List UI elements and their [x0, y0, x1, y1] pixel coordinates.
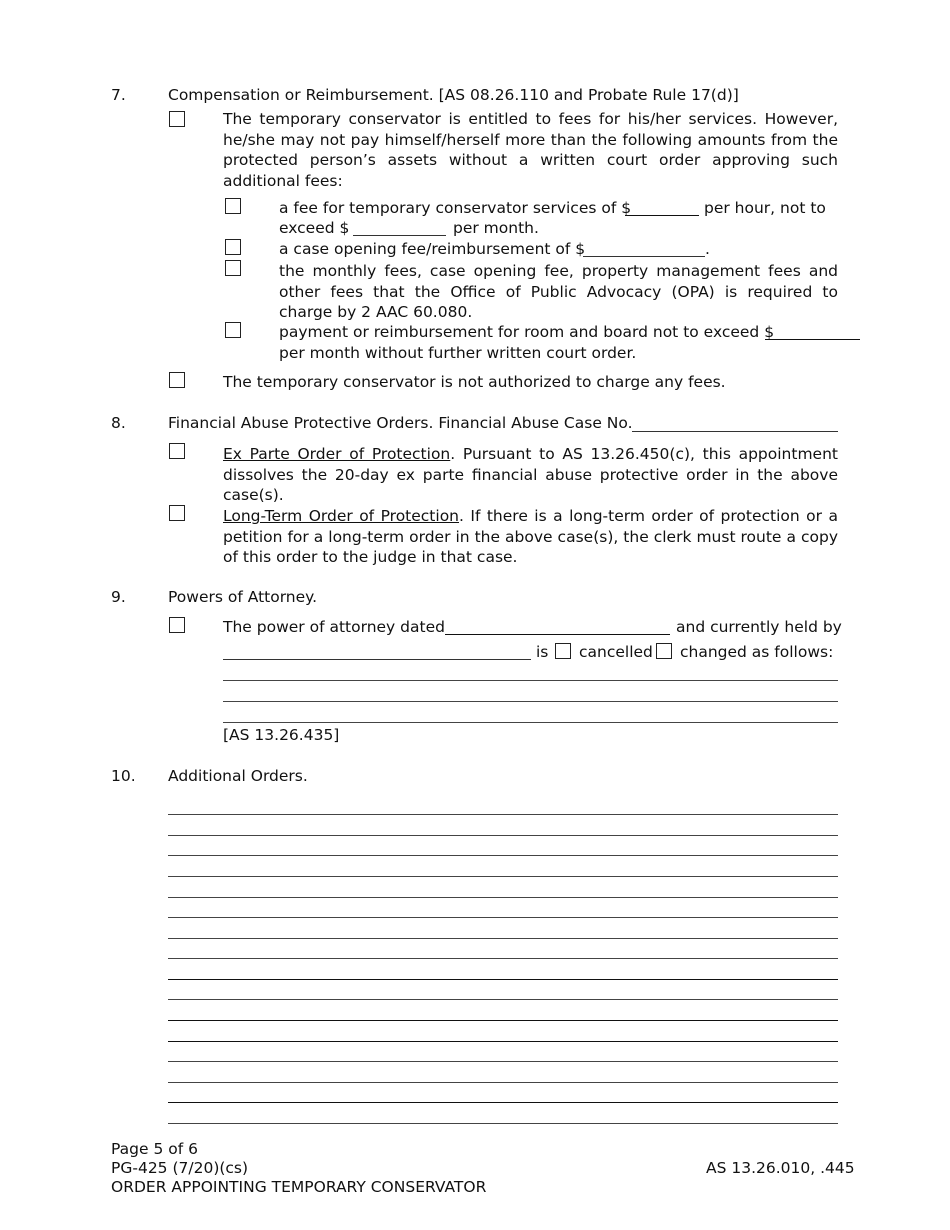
poa-changes-line-1[interactable] — [223, 680, 838, 681]
ex-parte-text: . Pursuant to AS 13.26.450(c), this appointment dissolves the 20-day ex parte financial abuse protective order in the above case(s). — [223, 445, 838, 505]
ex-parte-title: Ex Parte Order of Protection — [223, 445, 451, 463]
section-8-heading: Financial Abuse Protective Orders. Financial Abuse Case No. — [168, 414, 633, 432]
fees-entitled-text: The temporary conservator is entitled to fees for his/her services. However, he/she may not pay himself/herself more than the following amounts from the protected person’s assets without a written court order approving such additional fees: — [223, 110, 838, 190]
long-term-text: . If there is a long-term order of protection or a petition for a long-term order in the above case(s), the clerk must route a copy of this order to the judge in that case. — [223, 507, 838, 567]
opa-fees-checkbox[interactable] — [225, 260, 241, 276]
financial-abuse-case-number-field[interactable] — [632, 431, 838, 432]
case-opening-fee-amount-field[interactable] — [583, 256, 705, 257]
room-board-label-after: per month without further written court order. — [279, 344, 637, 362]
long-term-checkbox[interactable] — [169, 505, 185, 521]
section-7-number: 7. — [111, 86, 126, 104]
footer-page-number: Page 5 of 6 — [111, 1140, 198, 1158]
poa-cancelled-label: cancelled — [579, 643, 653, 661]
hourly-fee-label-after: per hour, not to — [704, 199, 826, 217]
footer-form-title: ORDER APPOINTING TEMPORARY CONSERVATOR — [111, 1178, 487, 1196]
section-7-heading: Compensation or Reimbursement. [AS 08.26.110 and Probate Rule 17(d)] — [168, 86, 739, 104]
case-opening-fee-period: . — [705, 240, 710, 258]
section-8-number: 8. — [111, 414, 126, 432]
ex-parte-paragraph — [223, 444, 838, 506]
poa-held-by-label: and currently held by — [676, 618, 842, 636]
additional-orders-line[interactable] — [168, 1041, 838, 1042]
case-opening-fee-checkbox[interactable] — [225, 239, 241, 255]
additional-orders-line[interactable] — [168, 958, 838, 959]
hourly-fee-amount-field[interactable] — [625, 215, 699, 216]
poa-changes-line-2[interactable] — [223, 701, 838, 702]
poa-changed-checkbox[interactable] — [656, 643, 672, 659]
poa-cancelled-checkbox[interactable] — [555, 643, 571, 659]
no-fees-text: The temporary conservator is not authorized to charge any fees. — [223, 373, 726, 391]
additional-orders-line[interactable] — [168, 897, 838, 898]
room-board-label: payment or reimbursement for room and board not to exceed $ — [279, 323, 775, 341]
hourly-fee-checkbox[interactable] — [225, 198, 241, 214]
poa-dated-label: The power of attorney dated — [223, 618, 445, 636]
power-of-attorney-checkbox[interactable] — [169, 617, 185, 633]
section-10-number: 10. — [111, 767, 136, 785]
poa-holder-field[interactable] — [223, 659, 531, 660]
room-board-checkbox[interactable] — [225, 322, 241, 338]
opa-fees-text: the monthly fees, case opening fee, property management fees and other fees that the Office of Public Advocacy (OPA) is required to charge by 2 AAC 60.080. — [279, 262, 838, 322]
room-board-amount-field[interactable] — [765, 339, 860, 340]
section-10-heading: Additional Orders. — [168, 767, 308, 785]
additional-orders-line[interactable] — [168, 814, 838, 815]
hourly-fee-label: a fee for temporary conservator services of $ — [279, 199, 632, 217]
poa-citation: [AS 13.26.435] — [223, 726, 340, 744]
additional-orders-line[interactable] — [168, 917, 838, 918]
poa-changes-line-3[interactable] — [223, 722, 838, 723]
footer-form-id: PG-425 (7/20)(cs) — [111, 1159, 249, 1177]
additional-orders-line[interactable] — [168, 1123, 838, 1124]
long-term-paragraph — [223, 506, 838, 568]
section-9-number: 9. — [111, 588, 126, 606]
additional-orders-line[interactable] — [168, 938, 838, 939]
poa-changed-label: changed as follows: — [680, 643, 834, 661]
additional-orders-line[interactable] — [168, 979, 838, 980]
footer-statute: AS 13.26.010, .445 — [706, 1159, 855, 1177]
long-term-title: Long-Term Order of Protection — [223, 507, 459, 525]
case-opening-fee-label: a case opening fee/reimbursement of $ — [279, 240, 586, 258]
additional-orders-line[interactable] — [168, 835, 838, 836]
poa-date-field[interactable] — [445, 634, 670, 635]
ex-parte-checkbox[interactable] — [169, 443, 185, 459]
monthly-cap-label: exceed $ — [279, 219, 350, 237]
additional-orders-line[interactable] — [168, 876, 838, 877]
additional-orders-line[interactable] — [168, 999, 838, 1000]
fees-entitled-checkbox[interactable] — [169, 111, 185, 127]
monthly-cap-amount-field[interactable] — [353, 235, 446, 236]
no-fees-checkbox[interactable] — [169, 372, 185, 388]
additional-orders-line[interactable] — [168, 855, 838, 856]
additional-orders-line[interactable] — [168, 1082, 838, 1083]
additional-orders-line[interactable] — [168, 1102, 838, 1103]
monthly-cap-label-after: per month. — [453, 219, 539, 237]
section-9-heading: Powers of Attorney. — [168, 588, 318, 606]
additional-orders-line[interactable] — [168, 1061, 838, 1062]
additional-orders-line[interactable] — [168, 1020, 838, 1021]
poa-is-label: is — [536, 643, 549, 661]
